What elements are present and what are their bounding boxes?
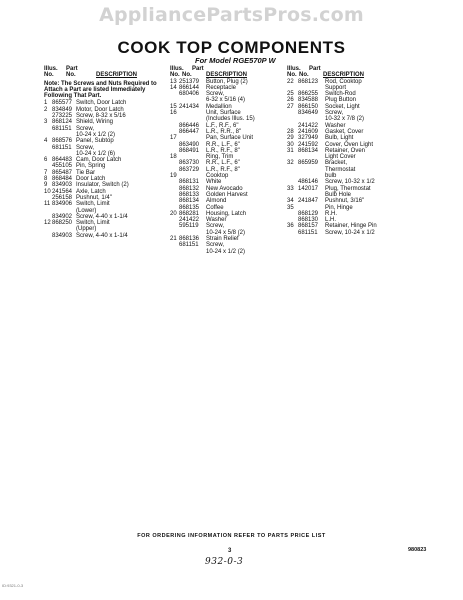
part-description: Washer [325, 122, 346, 129]
header-illus: Illus. [44, 66, 58, 72]
part-number: 834903 [52, 182, 73, 189]
header-part: Part [66, 66, 78, 72]
part-description: L.R., R.F., 8" [206, 166, 240, 173]
part-description: (Includes Illus. 15) [206, 116, 255, 123]
part-number: 866150 [298, 103, 319, 110]
illus-number: 8 [44, 176, 48, 183]
column-3 [287, 66, 427, 236]
part-description: Strain Relief [206, 236, 239, 243]
part-description: L.H. [325, 217, 337, 224]
part-number: 241422 [179, 217, 200, 224]
part-number: 681151 [52, 125, 72, 132]
part-description: Plug Button [325, 97, 357, 104]
illus-number: 35 [287, 204, 294, 211]
part-description: 10-24 x 1/2 (2) [206, 248, 246, 255]
part-description: Bulb Hole [325, 191, 352, 198]
part-description: R.H. [325, 210, 337, 217]
part-number: 868129 [298, 210, 319, 217]
part-number: 834903 [52, 232, 73, 239]
illus-number: 29 [287, 135, 294, 142]
illus-number: 26 [287, 97, 294, 104]
part-row [170, 249, 286, 255]
part-number: 863490 [179, 141, 200, 148]
col1-rows [44, 100, 172, 239]
part-description: Switch, Limit [76, 220, 110, 227]
part-description: Pin, Spring [76, 163, 106, 170]
illus-number: 18 [170, 154, 177, 161]
part-number: 868134 [298, 147, 319, 154]
part-number: 868124 [52, 119, 73, 126]
header-no: No. [299, 72, 309, 79]
part-number: 865577 [52, 100, 73, 107]
part-number: 868576 [52, 138, 73, 145]
part-description: Screw, [76, 144, 95, 151]
part-description: Screw, 8-32 x 5/16 [76, 113, 126, 120]
part-number: 241847 [298, 198, 319, 205]
part-number: 866446 [179, 122, 200, 129]
part-number: 868135 [179, 204, 200, 211]
part-description: Pushnut, 1/4" [76, 194, 112, 201]
illus-number: 6 [44, 157, 48, 164]
part-description: Screw, 10-24 x 1/2 [325, 229, 375, 236]
model-subtitle: For Model RGE570P W [195, 56, 276, 65]
illus-number [287, 230, 298, 236]
part-number: 681151 [298, 229, 318, 236]
part-description: L.R., R.F., 8" [206, 147, 240, 154]
part-description: Plug, Thermostat [325, 185, 371, 192]
part-number: 868484 [52, 176, 73, 183]
part-description: Pushnut, 3/16" [325, 198, 365, 205]
part-description: Tie Bar [76, 169, 96, 176]
part-description: Panel, Subtop [76, 138, 114, 145]
part-description: Axle, Latch [76, 188, 106, 195]
part-description: Screw, 10-32 x 1/2 [325, 179, 375, 186]
page-number: 3 [228, 548, 232, 554]
part-number [179, 249, 206, 255]
part-number: 863729 [179, 166, 200, 173]
part-row [287, 230, 427, 236]
part-description: Cooktop [206, 173, 229, 180]
part-number: 834849 [52, 106, 73, 113]
part-description: Ring, Trim [206, 154, 234, 161]
part-description: Bulb, Light [325, 135, 354, 142]
part-number: 865959 [298, 160, 319, 167]
part-description: Cover, Oven Light [325, 141, 374, 148]
part-description: Motor, Door Latch [76, 106, 124, 113]
part-description: Screw, 4-40 x 1-1/4 [76, 213, 128, 220]
part-row [44, 233, 172, 239]
part-description: Pan, Surface Unit [206, 135, 254, 142]
part-number: 863730 [179, 160, 200, 167]
part-description: Switch, Door Latch [76, 100, 127, 107]
illus-number [44, 233, 52, 239]
part-number: 868491 [179, 147, 200, 154]
part-description: Light Cover [325, 154, 356, 161]
part-description: New Avocado [206, 185, 243, 192]
column-2 [170, 66, 286, 255]
part-number: 834588 [298, 97, 319, 104]
part-number: 241592 [298, 141, 319, 148]
part-number: 251379 [179, 78, 200, 85]
part-number: 834649 [298, 110, 319, 117]
header-description: DESCRIPTION [206, 72, 248, 79]
illus-number: 22 [287, 78, 294, 85]
part-description: Bracket, [325, 160, 348, 167]
part-description: Retainer, Oven [325, 147, 366, 154]
part-number: 273225 [52, 113, 73, 120]
handwritten-note: 932-0-3 [205, 557, 244, 567]
header-no: No. [66, 72, 76, 79]
illus-number: 9 [44, 182, 48, 189]
header-description: DESCRIPTION [96, 72, 138, 79]
illus-number [170, 249, 179, 255]
part-number: 834902 [52, 213, 73, 220]
corner-code: ID:9321-0-3 [2, 583, 24, 588]
ordering-note: FOR ORDERING INFORMATION REFER TO PARTS PRICE LIST [137, 533, 326, 539]
part-description: Screw, [325, 110, 344, 117]
part-number: 241434 [179, 103, 200, 110]
part-description: R.R., L.F., 6" [206, 141, 240, 148]
part-description: Button, Plug (2) [206, 78, 248, 85]
col2-rows [170, 79, 286, 255]
illus-number: 15 [170, 103, 177, 110]
screws-note: Note: The Screws and Nuts Required to Attach a Part are listed Immediately Following That Part. [44, 80, 157, 100]
column-1 [44, 66, 172, 239]
part-number: 868136 [179, 236, 200, 243]
header-part: Part [309, 66, 321, 72]
illus-number: 36 [287, 223, 294, 230]
illus-number: 21 [170, 236, 177, 243]
part-description: Washer [206, 217, 227, 224]
part-number: 327949 [298, 135, 319, 142]
part-description: 10-32 x 7/8 (2) [325, 116, 365, 123]
part-description: Coffee [206, 204, 224, 211]
illus-number: 4 [44, 138, 48, 145]
illus-number: 3 [44, 119, 48, 126]
illus-number: 12 [44, 220, 51, 227]
part-description: bulb [325, 173, 337, 180]
illus-number: 33 [287, 185, 294, 192]
part-number: 680406 [179, 91, 200, 98]
illus-number: 32 [287, 160, 294, 167]
part-description: Rod, Cooktop [325, 78, 362, 85]
part-description: Retainer, Hinge Pin [325, 223, 377, 230]
part-description: Unit, Surface [206, 110, 241, 117]
illus-number: 13 [170, 78, 177, 85]
header-no: No. [44, 72, 54, 79]
illus-number: 16 [170, 110, 177, 117]
illus-number: 31 [287, 147, 294, 154]
part-description: Screw, [76, 125, 95, 132]
part-description: Medallion [206, 103, 232, 110]
part-description: Screw, 4-40 x 1-1/4 [76, 232, 128, 239]
part-number: 241422 [298, 122, 319, 129]
part-description: 10-24 x 1/2 (6) [76, 150, 116, 157]
document-code: 980823 [408, 547, 427, 553]
part-number: 868250 [52, 220, 73, 227]
part-description: R.R., L.F., 6" [206, 160, 240, 167]
header-no: No. [287, 72, 297, 79]
part-number: 868133 [179, 191, 200, 198]
part-number: 868134 [179, 198, 200, 205]
illus-number: 17 [170, 135, 177, 142]
part-description: White [206, 179, 222, 186]
part-number: 866144 [179, 84, 200, 91]
part-number: 241609 [298, 128, 319, 135]
part-description: Support [325, 84, 347, 91]
col3-rows [287, 79, 427, 236]
illus-number: 34 [287, 198, 294, 205]
illus-number: 28 [287, 128, 294, 135]
part-description: Receptacle [206, 84, 237, 91]
part-description: (Lower) [76, 207, 97, 214]
part-description: Door Latch [76, 176, 106, 183]
illus-number: 30 [287, 141, 294, 148]
part-description: Screw, [206, 223, 225, 230]
illus-number: 19 [170, 173, 177, 180]
part-description: Golden Harvest [206, 191, 248, 198]
part-number: 595119 [179, 223, 199, 230]
part-description: Socket, Light [325, 103, 360, 110]
illus-number: 14 [170, 84, 177, 91]
header-description: DESCRIPTION [323, 72, 365, 79]
part-number: 868157 [298, 223, 319, 230]
part-description: Almond [206, 198, 227, 205]
part-description: Switch-Rod [325, 91, 356, 98]
part-number: 868123 [298, 78, 319, 85]
part-number: 241564 [52, 188, 73, 195]
part-number: 866447 [179, 128, 200, 135]
part-number: 142017 [298, 185, 319, 192]
illus-number: 11 [44, 201, 51, 208]
part-description: (Upper) [76, 226, 97, 233]
part-description: Pin, Hinge [325, 204, 353, 211]
header-no: No. [182, 72, 192, 79]
part-number: 865487 [52, 169, 73, 176]
illus-number: 27 [287, 103, 294, 110]
part-number: 681151 [52, 144, 72, 151]
part-number: 866255 [298, 91, 319, 98]
part-number: 868130 [298, 217, 319, 224]
part-description: Thermostat [325, 166, 356, 173]
illus-number: 1 [44, 100, 48, 107]
part-number: 868132 [179, 185, 200, 192]
part-description: Switch, Limit [76, 201, 110, 208]
header-illus: Illus. [170, 66, 184, 72]
part-number: 868281 [179, 210, 200, 217]
watermark: AppliancePartsPros.com [99, 4, 364, 26]
part-description: Insulator, Switch (2) [76, 182, 129, 189]
part-description: Shield, Wiring [76, 119, 114, 126]
illus-number: 20 [170, 210, 177, 217]
page-title: COOK TOP COMPONENTS [117, 38, 346, 57]
part-description: 10-24 x 5/8 (2) [206, 229, 246, 236]
illus-number: 2 [44, 106, 48, 113]
part-number: 486146 [298, 179, 319, 186]
header-part: Part [192, 66, 204, 72]
part-description: Housing, Latch [206, 210, 247, 217]
part-number: 868131 [179, 179, 200, 186]
header-illus: Illus. [287, 66, 301, 72]
header-no: No. [170, 72, 180, 79]
part-description: L.F., R.F., 6" [206, 122, 239, 129]
part-description: Gasket, Cover [325, 128, 364, 135]
illus-number: 10 [44, 188, 51, 195]
part-number: 455105 [52, 163, 73, 170]
part-number: 256158 [52, 194, 73, 201]
part-description: L.R., R.R., 8" [206, 128, 242, 135]
part-number: 834906 [52, 201, 73, 208]
part-description: 10-24 x 1/2 (2) [76, 131, 116, 138]
part-number: 681151 [179, 242, 199, 249]
illus-number: 7 [44, 169, 48, 176]
part-description: 6-32 x 5/16 (4) [206, 97, 246, 104]
part-description: Screw, [206, 242, 225, 249]
part-number: 864483 [52, 157, 73, 164]
illus-number: 25 [287, 91, 294, 98]
part-description: Screw, [206, 91, 225, 98]
part-description: Cam, Door Latch [76, 157, 122, 164]
